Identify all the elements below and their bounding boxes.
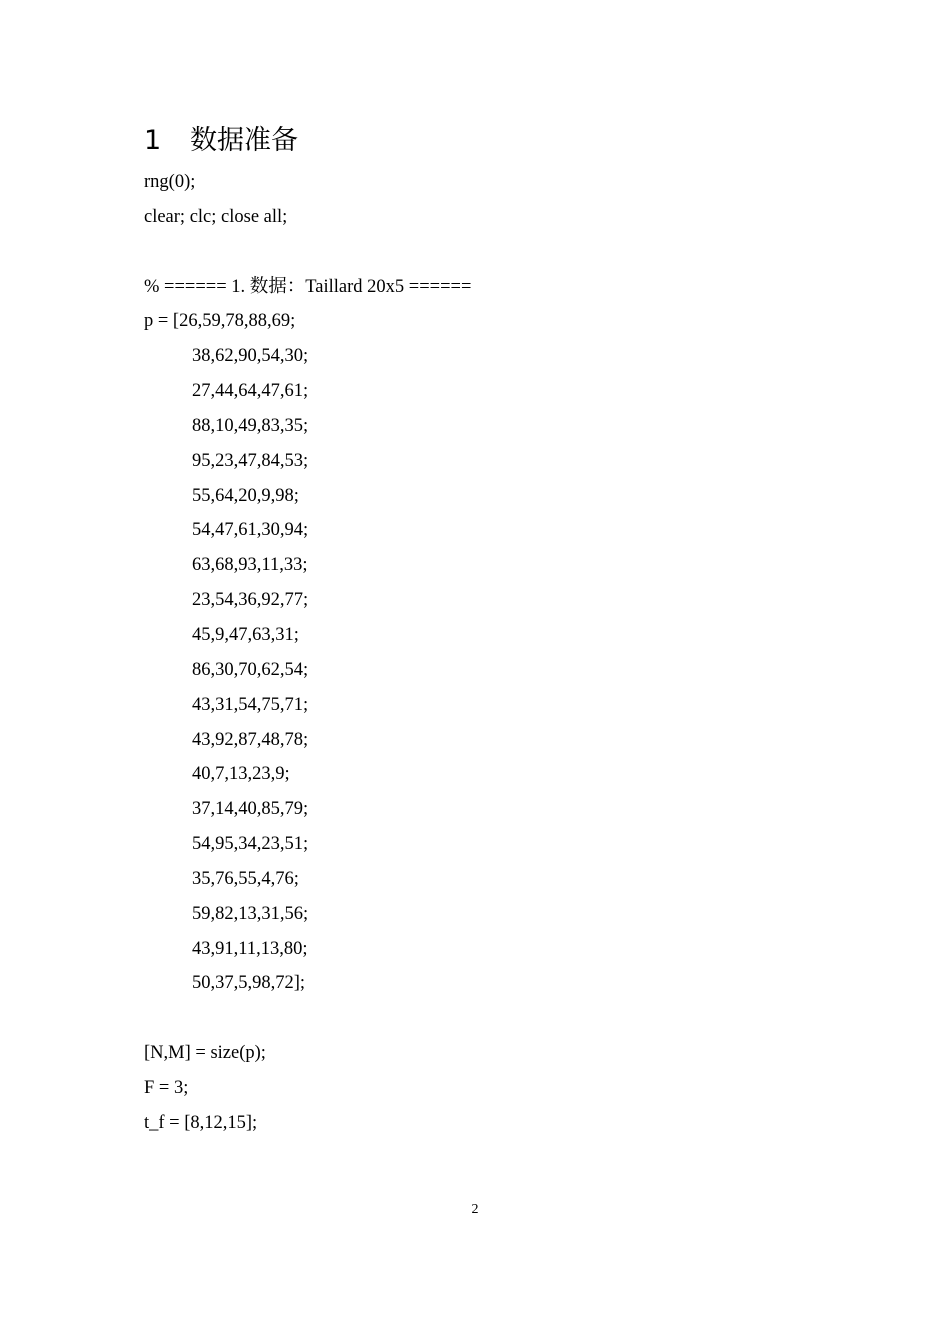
matrix-row: 86,30,70,62,54; xyxy=(192,659,309,680)
matrix-row: 50,37,5,98,72]; xyxy=(192,973,306,994)
code-line: t_f = [8,12,15]; xyxy=(144,1112,258,1133)
blank-line xyxy=(144,235,844,270)
matrix-row: 43,91,11,13,80; xyxy=(192,938,308,959)
code-comment: % ====== 1. 数据：Taillard 20x5 ====== xyxy=(144,276,472,297)
section-title: 数据准备 xyxy=(190,125,298,156)
matrix-row: 54,95,34,23,51; xyxy=(192,834,309,855)
section-number: 1 xyxy=(144,125,162,156)
code-line: rng(0); xyxy=(144,172,196,192)
code-line: clear; clc; close all; xyxy=(144,206,288,227)
matrix-row: 63,68,93,11,33; xyxy=(192,555,308,576)
matrix-row: 59,82,13,31,56; xyxy=(192,903,309,924)
matrix-row: 27,44,64,47,61; xyxy=(192,381,309,402)
matrix-row: 45,9,47,63,31; xyxy=(192,624,299,645)
section-heading xyxy=(144,121,298,161)
matrix-row: 88,10,49,83,35; xyxy=(192,415,309,436)
matrix-row: 37,14,40,85,79; xyxy=(192,799,309,820)
blank-line xyxy=(144,1001,844,1036)
matrix-row: 55,64,20,9,98; xyxy=(192,485,299,506)
matrix-row: 40,7,13,23,9; xyxy=(192,764,290,785)
matrix-row: 23,54,36,92,77; xyxy=(192,590,309,611)
page-number: 2 xyxy=(471,1202,479,1217)
code-line: [N,M] = size(p); xyxy=(144,1043,266,1064)
code-line: F = 3; xyxy=(144,1077,189,1098)
code-line: p = [26,59,78,88,69; xyxy=(144,311,296,332)
matrix-row: 43,92,87,48,78; xyxy=(192,729,309,750)
matrix-row: 95,23,47,84,53; xyxy=(192,450,309,471)
matrix-row: 54,47,61,30,94; xyxy=(192,520,309,541)
matrix-row: 35,76,55,4,76; xyxy=(192,868,299,889)
matrix-row: 38,62,90,54,30; xyxy=(192,346,309,367)
matrix-row: 43,31,54,75,71; xyxy=(192,694,309,715)
code-block xyxy=(144,165,844,1141)
